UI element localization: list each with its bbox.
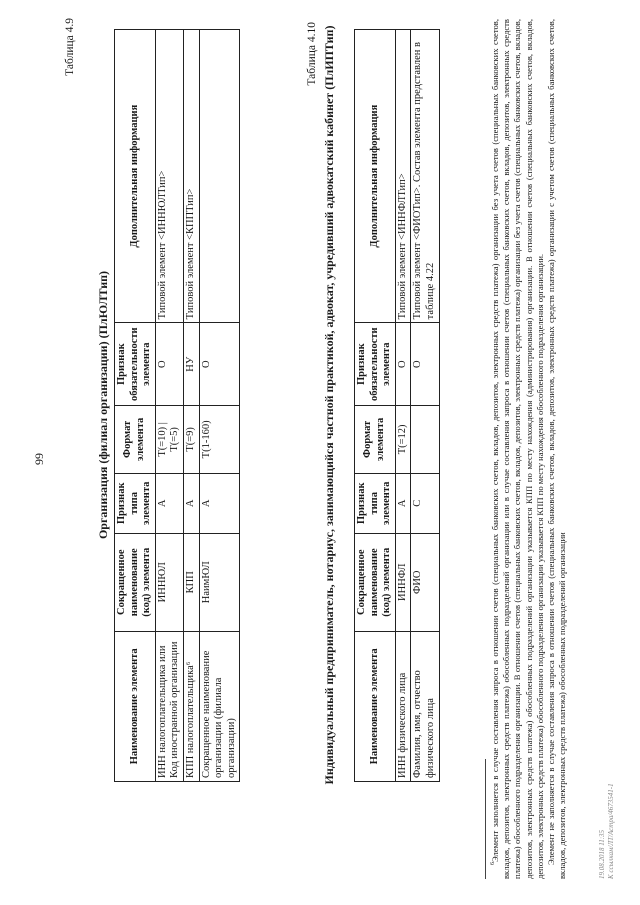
table-cell: Типовой элемент <ИННФЛТип> xyxy=(395,30,411,323)
table-cell: О xyxy=(395,323,411,406)
table1-header-cell: Признак обязательности элемента xyxy=(115,323,156,406)
print-stamp xyxy=(598,579,616,879)
table-cell: Типовой элемент <ФИОТип>. Состав элемента представлен в таблице 4.22 xyxy=(411,30,439,323)
footnote-paragraph-2: Элемент не заполняется в случае составления запроса в отношении счетов (специальных банковских счетов, вкладов, депозитов, электронных средств платежа) организации с учетом счетов (специальных банковских счетов, вкладов, депозитов, электронных средств платежа) обособленных подразделений организации xyxy=(545,19,568,879)
table-cell: А xyxy=(395,473,411,533)
table2 xyxy=(354,29,440,782)
table-cell: ИНН физического лица xyxy=(395,631,411,781)
table1-body xyxy=(155,30,240,782)
table1-header-cell: Признак типа элемента xyxy=(115,473,156,533)
table1-header-cell: Дополнительная информация xyxy=(115,30,156,323)
table-cell: НаимЮЛ xyxy=(199,533,240,631)
footnote-divider xyxy=(485,759,486,879)
table-cell: ИННФЛ xyxy=(395,533,411,631)
table-cell: Сокращенное наименование организации (филиала организации) xyxy=(199,631,240,781)
table-cell: С xyxy=(411,473,439,533)
stamp-line-2: К ссылкам/ЛТ/Астра/4673541-1 xyxy=(606,783,615,879)
footnote-mark: 6 xyxy=(490,862,497,865)
table-cell: О xyxy=(155,323,183,406)
table-cell: Типовой элемент <КППТип> xyxy=(183,30,199,323)
table2-title: Индивидуальный предприниматель, нотариус, занимающийся частной практикой, адвокат, учредивший адвокатский кабинет (ПлИПТип) xyxy=(322,25,336,785)
table1-header-cell: Сокращенное наименование (код) элемента xyxy=(115,533,156,631)
table-cell: КПП xyxy=(183,533,199,631)
table-row xyxy=(183,30,199,782)
table-cell: Типовой элемент <ИННЮЛТип> xyxy=(155,30,183,323)
table-cell: ФИО xyxy=(411,533,439,631)
table2-caption: Таблица 4.10 xyxy=(306,22,318,86)
table1-header-cell: Наименование элемента xyxy=(115,631,156,781)
table-cell: О xyxy=(411,323,439,406)
table1-title: Организация (филиал организации) (ПлЮЛТип) xyxy=(96,270,110,540)
table2-header-cell: Наименование элемента xyxy=(355,631,396,781)
table2-header-cell: Признак обязательности элемента xyxy=(355,323,396,406)
table-cell: Фамилия, имя, отчество физического лица xyxy=(411,631,439,781)
footnote xyxy=(490,19,568,879)
table2-header-row xyxy=(355,30,396,782)
table-cell: А xyxy=(199,473,240,533)
table1-header-cell: Формат элемента xyxy=(115,406,156,474)
table-row xyxy=(155,30,183,782)
table2-header-cell: Признак типа элемента xyxy=(355,473,396,533)
table-cell: T(=12) xyxy=(395,406,411,474)
table2-header-cell: Сокращенное наименование (код) элемента xyxy=(355,533,396,631)
table-cell: T(=9) xyxy=(183,406,199,474)
table2-body xyxy=(395,30,439,782)
table-cell: О xyxy=(199,323,240,406)
table-cell xyxy=(411,406,439,474)
table-cell xyxy=(199,30,240,323)
table-cell: НУ xyxy=(183,323,199,406)
table2-header-cell: Формат элемента xyxy=(355,406,396,474)
table-row xyxy=(411,30,439,782)
page-number: 99 xyxy=(32,453,46,465)
table1-caption: Таблица 4.9 xyxy=(64,18,76,76)
table-cell: T(=10) | T(=5) xyxy=(155,406,183,474)
table-cell: А xyxy=(155,473,183,533)
table-cell: ИННЮЛ xyxy=(155,533,183,631)
table1-header-row xyxy=(115,30,156,782)
table2-header-cell: Дополнительная информация xyxy=(355,30,396,323)
table-cell: КПП налогоплательщика⁶ xyxy=(183,631,199,781)
stamp-line-1: 19.08.2018 11:35 xyxy=(598,829,606,879)
table-cell: T(1-160) xyxy=(199,406,240,474)
table-cell: А xyxy=(183,473,199,533)
table-row xyxy=(199,30,240,782)
table-cell: ИНН налогоплательщика или Код иностранной организации xyxy=(155,631,183,781)
table1 xyxy=(114,29,240,782)
footnote-paragraph-1: Элемент заполняется в случае составления запроса в отношении счетов (специальных банковских счетов, вкладов, депозитов, электронных средств платежа) организации без учета счетов (специальных банковских счетов, вкладов, депозитов, электронных средств платежа) обособленных подразделений организации или в случае составления запроса в отношении счетов (специальных банковских счетов, вкладов, депозитов, электронных средств платежа) обособленного подразделения организации. В отношении счетов (специальных банковских счетов, вкладов, депозитов, электронных средств платежа) организации без учета счетов (специальных банковских счетов, вкладов, депозитов, электронных средств платежа) обособленных подразделений организации указывается КПП по месту нахождения (администрирования) организации. В отношении счетов (специальных банковских счетов, вкладов, депозитов, электронных средств платежа) обособленного подразделения организации указывается КПП по месту нахождения обособленного подразделения организации. xyxy=(490,19,545,879)
table-row xyxy=(395,30,411,782)
